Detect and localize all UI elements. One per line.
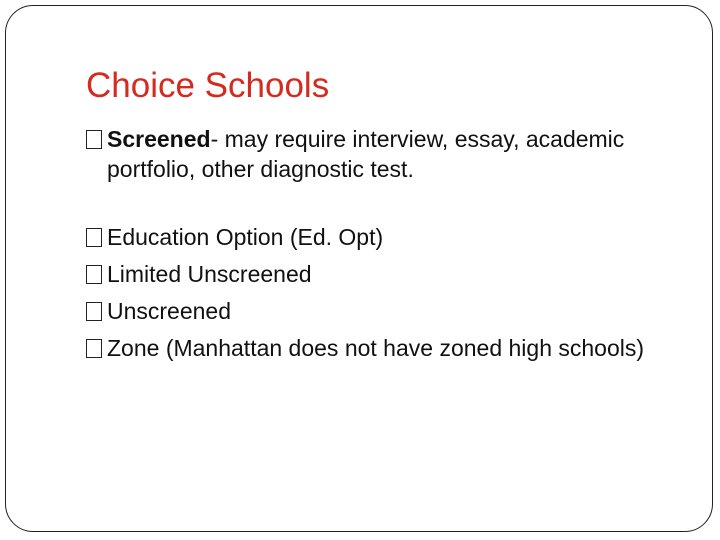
- square-bullet-icon: [86, 265, 102, 284]
- bullet-text: Limited Unscreened: [107, 261, 312, 287]
- square-bullet-icon: [86, 228, 102, 247]
- bullet-text: Unscreened: [107, 298, 232, 324]
- square-bullet-icon: [86, 339, 102, 358]
- bullet-item-zone: [86, 333, 646, 363]
- bullet-item-education-option: [86, 222, 646, 252]
- square-bullet-icon: [86, 302, 102, 321]
- bullet-text: - may require interview, essay, academic portfolio, other diagnostic test.: [107, 126, 625, 182]
- square-bullet-icon: [86, 130, 102, 149]
- bullet-item-screened: [86, 124, 646, 184]
- bullet-item-unscreened: [86, 296, 646, 326]
- bullet-item-limited-unscreened: [86, 259, 646, 289]
- slide-title: Choice Schools: [86, 66, 330, 105]
- bullet-bold-text: Screened: [107, 126, 211, 152]
- bullet-text: Zone (Manhattan does not have zoned high schools): [107, 335, 645, 361]
- bullet-text: Education Option (Ed. Opt): [107, 224, 384, 250]
- slide-frame: [5, 5, 713, 532]
- bullet-list: [86, 124, 646, 363]
